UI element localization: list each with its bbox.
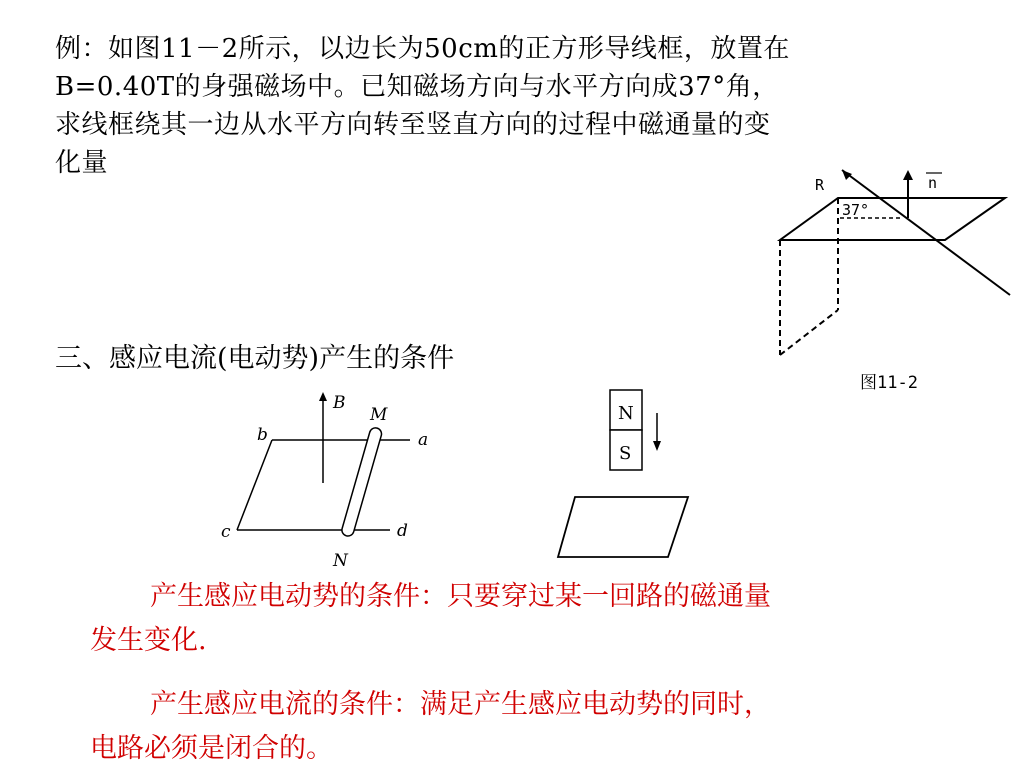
problem-line-3: 求线框绕其一边从水平方向转至竖直方向的过程中磁通量的变	[55, 110, 771, 140]
label-a: a	[418, 430, 429, 450]
b-field-arrow-head	[319, 392, 327, 401]
label-M: M	[370, 405, 388, 425]
magnet-label-S: S	[619, 443, 632, 464]
field-arrow-head	[842, 170, 852, 180]
emf-condition	[90, 575, 960, 663]
emf-condition-line-1: 产生感应电动势的条件：只要穿过某一回路的磁通量	[150, 581, 771, 612]
figure-caption: 图11-2	[860, 373, 918, 393]
label-c: c	[221, 522, 231, 542]
motion-arrow-head	[653, 441, 661, 451]
angle-label: 37°	[842, 201, 870, 219]
coil-loop	[558, 497, 688, 557]
rod-mn	[341, 426, 383, 537]
current-condition-line-2: 电路必须是闭合的。	[90, 733, 333, 764]
problem-line-2: B=0.40T的身强磁场中。已知磁场方向与水平方向成37°角，	[55, 72, 779, 102]
current-condition	[90, 683, 960, 771]
label-b: b	[257, 425, 268, 445]
magnet-label-N: N	[618, 403, 634, 424]
label-d: d	[397, 521, 408, 541]
rail-figure	[215, 388, 455, 573]
label-R: R	[815, 176, 825, 194]
label-N: N	[333, 551, 348, 571]
magnet-figure	[550, 385, 700, 565]
horizontal-frame	[780, 198, 1005, 240]
problem-line-4: 化量	[55, 148, 109, 178]
emf-condition-line-2: 发生变化.	[90, 625, 207, 656]
rail-bc	[237, 440, 272, 530]
label-n: n	[928, 174, 938, 192]
normal-arrow-head	[903, 170, 913, 180]
label-B: B	[333, 393, 346, 413]
field-line	[842, 170, 1010, 295]
current-condition-line-1: 产生感应电流的条件：满足产生感应电动势的同时，	[150, 689, 771, 720]
vertical-frame-bottom	[780, 310, 838, 355]
section-title: 三、感应电流(电动势)产生的条件	[55, 343, 455, 374]
figure-11-2	[760, 160, 1024, 400]
problem-line-1: 例：如图11－2所示，以边长为50cm的正方形导线框，放置在	[55, 34, 790, 64]
